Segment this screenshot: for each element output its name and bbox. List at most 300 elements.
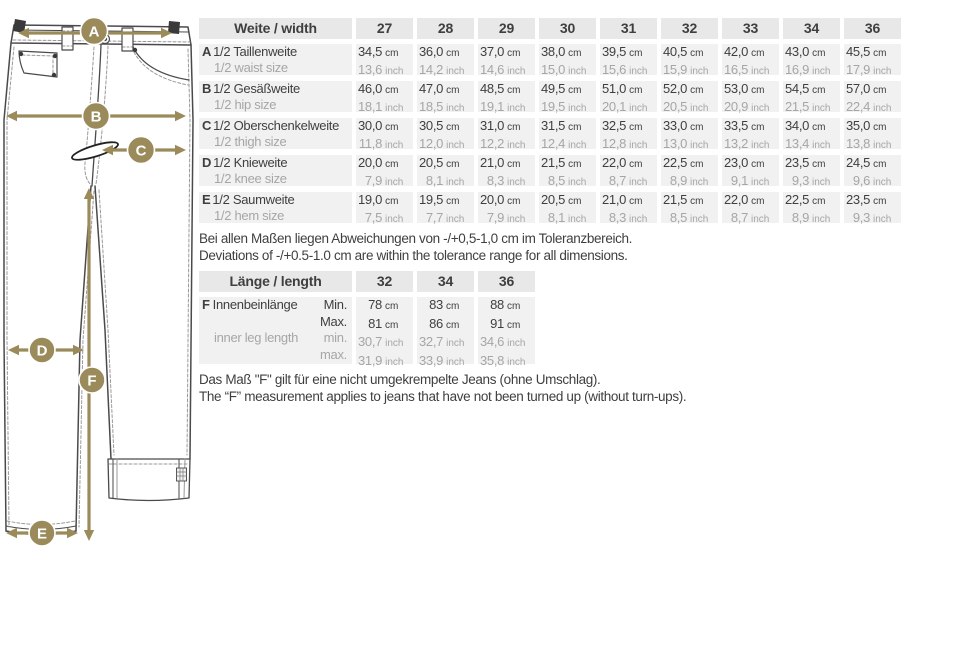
size-cell-cm-value: 47,0 bbox=[419, 81, 444, 96]
size-cell-inch bbox=[356, 136, 413, 154]
size-cell-cm-unit: cm bbox=[873, 159, 887, 170]
size-cell-cm bbox=[539, 81, 596, 99]
size-cell bbox=[417, 81, 474, 112]
size-cell-inch-unit: inch bbox=[690, 140, 709, 151]
size-cell-inch bbox=[783, 62, 840, 80]
size-cell-cm-value: 23,0 bbox=[724, 155, 749, 170]
width-column-header: 32 bbox=[661, 18, 718, 39]
size-row-label-de: A 1/2 Taillenweite bbox=[202, 44, 297, 59]
length-cell-cm-unit: cm bbox=[446, 301, 460, 312]
size-cell-inch bbox=[783, 99, 840, 117]
size-cell bbox=[783, 192, 840, 223]
length-cell-inch-value: 33,9 bbox=[419, 352, 444, 368]
size-cell bbox=[722, 44, 779, 75]
size-cell-inch bbox=[783, 210, 840, 228]
size-cell-cm-value: 31,0 bbox=[480, 118, 505, 133]
size-cell-cm-value: 22,0 bbox=[602, 155, 627, 170]
size-row-label bbox=[199, 192, 352, 223]
length-cell-cm bbox=[417, 316, 474, 335]
size-cell-inch-value: 8,9 bbox=[791, 210, 809, 225]
size-cell-cm-unit: cm bbox=[873, 196, 887, 207]
size-cell-cm-unit: cm bbox=[873, 48, 887, 59]
size-cell-inch bbox=[417, 99, 474, 117]
size-cell-inch-unit: inch bbox=[873, 140, 892, 151]
size-cell-cm-unit: cm bbox=[568, 196, 582, 207]
size-cell-cm-value: 24,5 bbox=[846, 155, 871, 170]
size-row-c bbox=[199, 118, 905, 149]
size-cell-cm-unit: cm bbox=[751, 196, 765, 207]
size-cell-inch-value: 14,6 bbox=[480, 62, 505, 77]
length-sub-label: min. bbox=[323, 330, 347, 345]
size-cell-inch bbox=[356, 173, 413, 191]
tolerance-note-de: Bei allen Maßen liegen Abweichungen von -/+0,5-1,0 cm im Toleranzbereich. bbox=[199, 231, 633, 246]
size-cell-cm-unit: cm bbox=[446, 122, 460, 133]
size-cell-inch-unit: inch bbox=[385, 66, 404, 77]
size-row-label-de: E 1/2 Saumweite bbox=[202, 192, 295, 207]
size-cell-cm bbox=[478, 192, 535, 210]
size-cell bbox=[478, 192, 535, 223]
size-cell-cm-value: 46,0 bbox=[358, 81, 383, 96]
size-cell-inch bbox=[844, 173, 901, 191]
size-cell-inch-value: 7,9 bbox=[364, 173, 382, 188]
size-cell-cm bbox=[661, 81, 718, 99]
size-row-label bbox=[199, 118, 352, 149]
size-cell-inch bbox=[661, 99, 718, 117]
size-cell-inch-unit: inch bbox=[507, 177, 526, 188]
length-row-letter: F bbox=[202, 297, 210, 312]
size-cell-inch-value: 12,8 bbox=[602, 136, 627, 151]
length-label-line bbox=[199, 347, 352, 364]
size-cell-inch-value: 8,3 bbox=[608, 210, 626, 225]
size-cell-cm bbox=[661, 192, 718, 210]
length-size-table bbox=[199, 271, 905, 368]
size-cell bbox=[539, 155, 596, 186]
size-cell-cm bbox=[539, 192, 596, 210]
size-cell-inch bbox=[539, 62, 596, 80]
size-cell-cm bbox=[417, 44, 474, 62]
size-cell-inch-value: 13,0 bbox=[663, 136, 688, 151]
size-cell-inch bbox=[356, 210, 413, 228]
size-cell-cm-unit: cm bbox=[446, 159, 460, 170]
size-cell-cm-unit: cm bbox=[629, 85, 643, 96]
size-cell bbox=[783, 81, 840, 112]
size-row-label-en: 1/2 waist size bbox=[214, 60, 288, 75]
size-cell-cm-value: 40,5 bbox=[663, 44, 688, 59]
marker-f-label: F bbox=[87, 372, 97, 390]
length-cell-inch-value: 32,7 bbox=[419, 334, 444, 349]
size-cell-cm-value: 45,5 bbox=[846, 44, 871, 59]
size-cell-inch-value: 20,1 bbox=[602, 99, 627, 114]
length-cell-cm-value: 91 bbox=[490, 315, 504, 331]
size-cell-cm-value: 33,5 bbox=[724, 118, 749, 133]
size-cell-inch-value: 8,1 bbox=[547, 210, 565, 225]
size-row-label bbox=[199, 155, 352, 186]
length-cell-inch bbox=[478, 334, 535, 353]
size-cell-cm bbox=[783, 155, 840, 173]
size-cell-cm-value: 57,0 bbox=[846, 81, 871, 96]
size-cell-cm bbox=[844, 118, 901, 136]
size-cell-cm bbox=[417, 118, 474, 136]
size-cell-inch-unit: inch bbox=[568, 177, 587, 188]
size-cell bbox=[844, 155, 901, 186]
size-cell bbox=[539, 44, 596, 75]
size-cell-cm-unit: cm bbox=[385, 85, 399, 96]
size-cell-cm bbox=[722, 44, 779, 62]
size-cell bbox=[478, 81, 535, 112]
length-cell-cm-unit: cm bbox=[507, 301, 521, 312]
size-cell-inch-value: 15,6 bbox=[602, 62, 627, 77]
size-cell-cm-unit: cm bbox=[507, 122, 521, 133]
size-cell bbox=[356, 155, 413, 186]
size-cell-inch-value: 8,9 bbox=[669, 173, 687, 188]
size-cell-inch bbox=[844, 210, 901, 228]
marker-d-label: D bbox=[36, 342, 48, 360]
size-cell-cm bbox=[539, 44, 596, 62]
size-cell-inch bbox=[661, 173, 718, 191]
size-cell-cm-unit: cm bbox=[446, 85, 460, 96]
length-column-header: 36 bbox=[478, 271, 535, 292]
size-cell bbox=[661, 118, 718, 149]
size-cell-cm bbox=[539, 118, 596, 136]
length-cell-inch-unit: inch bbox=[385, 338, 404, 349]
size-cell-inch bbox=[844, 62, 901, 80]
size-cell bbox=[356, 118, 413, 149]
size-cell-inch-unit: inch bbox=[812, 103, 831, 114]
length-column-header: 32 bbox=[356, 271, 413, 292]
size-cell-cm-value: 35,0 bbox=[846, 118, 871, 133]
size-cell-inch bbox=[478, 173, 535, 191]
size-cell-inch-value: 8,1 bbox=[425, 173, 443, 188]
size-row-label-de: C 1/2 Oberschenkelweite bbox=[202, 118, 340, 133]
length-column-header: 34 bbox=[417, 271, 474, 292]
size-cell-inch-unit: inch bbox=[751, 103, 770, 114]
size-cell-inch-unit: inch bbox=[568, 214, 587, 225]
size-cell-cm-unit: cm bbox=[690, 48, 704, 59]
size-cell bbox=[661, 44, 718, 75]
size-cell-cm-value: 22,0 bbox=[724, 192, 749, 207]
length-table-header-label: Länge / length bbox=[199, 271, 352, 292]
size-cell-inch bbox=[600, 173, 657, 191]
size-cell-cm bbox=[783, 44, 840, 62]
size-cell-inch bbox=[539, 173, 596, 191]
size-cell-inch-value: 13,8 bbox=[846, 136, 871, 151]
size-cell-inch-unit: inch bbox=[873, 177, 892, 188]
size-cell bbox=[600, 118, 657, 149]
size-cell bbox=[844, 44, 901, 75]
size-cell-inch-unit: inch bbox=[385, 140, 404, 151]
size-cell bbox=[600, 44, 657, 75]
size-cell-cm-value: 23,5 bbox=[785, 155, 810, 170]
size-row-letter: D bbox=[202, 155, 212, 170]
size-cell-inch-unit: inch bbox=[629, 103, 648, 114]
size-cell-inch-value: 9,6 bbox=[852, 173, 870, 188]
size-cell-inch-unit: inch bbox=[812, 214, 831, 225]
size-cell-cm-value: 34,5 bbox=[358, 44, 383, 59]
size-cell-cm bbox=[722, 155, 779, 173]
size-chart-content bbox=[199, 18, 905, 412]
width-table-header-label: Weite / width bbox=[199, 18, 352, 39]
size-cell-inch bbox=[600, 99, 657, 117]
size-cell-inch bbox=[356, 99, 413, 117]
size-cell-cm bbox=[722, 81, 779, 99]
marker-a-label: A bbox=[88, 23, 100, 41]
size-row-b bbox=[199, 81, 905, 112]
size-cell-inch bbox=[539, 210, 596, 228]
size-cell-cm-unit: cm bbox=[507, 48, 521, 59]
size-cell-inch-unit: inch bbox=[812, 66, 831, 77]
size-cell-inch-unit: inch bbox=[507, 214, 526, 225]
jeans-technical-drawing bbox=[0, 0, 198, 555]
size-cell-cm bbox=[661, 155, 718, 173]
size-cell-cm bbox=[661, 44, 718, 62]
tolerance-note bbox=[199, 230, 905, 264]
size-cell-cm-value: 19,0 bbox=[358, 192, 383, 207]
size-cell bbox=[783, 118, 840, 149]
size-cell-cm-value: 30,0 bbox=[358, 118, 383, 133]
size-cell-cm-unit: cm bbox=[385, 196, 399, 207]
size-cell-cm-value: 49,5 bbox=[541, 81, 566, 96]
size-cell-inch-value: 13,2 bbox=[724, 136, 749, 151]
size-cell-cm bbox=[417, 81, 474, 99]
length-cell-inch bbox=[417, 334, 474, 353]
size-cell-inch-value: 9,3 bbox=[791, 173, 809, 188]
size-cell-inch-value: 12,0 bbox=[419, 136, 444, 151]
size-cell-inch-value: 13,4 bbox=[785, 136, 810, 151]
size-cell-inch-value: 8,5 bbox=[669, 210, 687, 225]
size-cell-cm-unit: cm bbox=[690, 122, 704, 133]
size-cell-inch bbox=[661, 210, 718, 228]
size-cell-cm-unit: cm bbox=[751, 159, 765, 170]
size-cell-cm-value: 21,0 bbox=[480, 155, 505, 170]
size-cell-inch bbox=[539, 99, 596, 117]
length-cell-cm bbox=[356, 316, 413, 335]
size-cell bbox=[539, 81, 596, 112]
size-cell-cm-unit: cm bbox=[873, 122, 887, 133]
size-cell-cm-unit: cm bbox=[812, 85, 826, 96]
size-cell-cm-unit: cm bbox=[568, 159, 582, 170]
size-cell-cm-unit: cm bbox=[751, 122, 765, 133]
size-row-label-en: 1/2 thigh size bbox=[214, 134, 287, 149]
size-cell-inch-unit: inch bbox=[812, 140, 831, 151]
length-cell-cm-value: 83 bbox=[429, 297, 443, 312]
size-cell-inch-value: 20,5 bbox=[663, 99, 688, 114]
length-cell-inch-value: 30,7 bbox=[358, 334, 383, 349]
size-cell-inch-value: 16,9 bbox=[785, 62, 810, 77]
size-cell-inch bbox=[783, 173, 840, 191]
width-column-header: 27 bbox=[356, 18, 413, 39]
size-cell bbox=[722, 192, 779, 223]
length-cell-cm-value: 86 bbox=[429, 315, 443, 331]
f-note-de: Das Maß "F" gilt für eine nicht umgekrempelte Jeans (ohne Umschlag). bbox=[199, 372, 601, 387]
length-sub-label: max. bbox=[320, 346, 347, 362]
size-cell bbox=[661, 192, 718, 223]
size-cell-cm-unit: cm bbox=[385, 48, 399, 59]
length-cell-inch bbox=[356, 353, 413, 372]
size-cell-inch bbox=[478, 99, 535, 117]
size-row-label-de: D 1/2 Knieweite bbox=[202, 155, 288, 170]
size-cell-cm bbox=[478, 118, 535, 136]
size-cell-cm bbox=[478, 44, 535, 62]
size-cell-inch bbox=[356, 62, 413, 80]
size-cell-cm-value: 39,5 bbox=[602, 44, 627, 59]
size-cell-cm-value: 22,5 bbox=[785, 192, 810, 207]
size-cell-inch-unit: inch bbox=[629, 140, 648, 151]
size-cell-inch bbox=[600, 136, 657, 154]
size-row-label-de: B 1/2 Gesäßweite bbox=[202, 81, 300, 96]
size-cell-cm bbox=[844, 44, 901, 62]
size-cell-inch bbox=[661, 136, 718, 154]
length-cell-cm bbox=[478, 316, 535, 335]
length-cell bbox=[478, 297, 535, 368]
size-cell-cm bbox=[356, 81, 413, 99]
size-cell-inch-unit: inch bbox=[446, 66, 465, 77]
size-cell-cm-unit: cm bbox=[568, 85, 582, 96]
size-cell-cm bbox=[600, 155, 657, 173]
width-column-header: 31 bbox=[600, 18, 657, 39]
length-cell-inch-value: 35,8 bbox=[480, 352, 505, 368]
size-cell bbox=[722, 81, 779, 112]
size-cell-inch-value: 19,5 bbox=[541, 99, 566, 114]
length-sub-label: Min. bbox=[323, 297, 347, 312]
size-cell-inch-unit: inch bbox=[568, 103, 587, 114]
size-row-label bbox=[199, 44, 352, 75]
size-cell-cm-unit: cm bbox=[690, 85, 704, 96]
size-cell-inch-value: 15,9 bbox=[663, 62, 688, 77]
length-label-text: inner leg length bbox=[214, 330, 299, 345]
size-cell-inch-unit: inch bbox=[446, 214, 465, 225]
size-cell-inch-unit: inch bbox=[385, 103, 404, 114]
width-column-header: 30 bbox=[539, 18, 596, 39]
size-cell-cm bbox=[478, 81, 535, 99]
size-cell-cm bbox=[783, 118, 840, 136]
size-cell bbox=[417, 44, 474, 75]
size-cell-cm-value: 20,0 bbox=[358, 155, 383, 170]
size-cell-inch-unit: inch bbox=[690, 103, 709, 114]
size-cell-inch-unit: inch bbox=[751, 66, 770, 77]
size-cell-cm bbox=[356, 118, 413, 136]
size-cell-cm-value: 52,0 bbox=[663, 81, 688, 96]
size-cell-cm bbox=[417, 192, 474, 210]
length-cell bbox=[356, 297, 413, 368]
size-cell-cm-value: 36,0 bbox=[419, 44, 444, 59]
length-cell-inch bbox=[478, 353, 535, 372]
size-cell-cm bbox=[356, 44, 413, 62]
size-row-a bbox=[199, 44, 905, 75]
size-row-label-en: 1/2 knee size bbox=[214, 171, 287, 186]
size-cell bbox=[417, 155, 474, 186]
size-cell-inch bbox=[539, 136, 596, 154]
size-cell-inch-unit: inch bbox=[629, 177, 648, 188]
size-cell-cm-value: 19,5 bbox=[419, 192, 444, 207]
length-table-body bbox=[199, 297, 905, 368]
size-cell-inch bbox=[722, 173, 779, 191]
length-cell-inch bbox=[356, 334, 413, 353]
size-cell-inch-value: 21,5 bbox=[785, 99, 810, 114]
size-cell-inch-unit: inch bbox=[507, 66, 526, 77]
size-cell-inch-value: 20,9 bbox=[724, 99, 749, 114]
size-cell-cm-unit: cm bbox=[385, 122, 399, 133]
length-cell bbox=[417, 297, 474, 368]
size-cell-inch-unit: inch bbox=[507, 140, 526, 151]
size-cell-inch-value: 11,8 bbox=[358, 136, 382, 151]
size-row-label bbox=[199, 81, 352, 112]
width-column-header: 29 bbox=[478, 18, 535, 39]
length-label-line bbox=[199, 297, 352, 314]
size-cell-inch bbox=[478, 210, 535, 228]
size-cell-cm-unit: cm bbox=[446, 196, 460, 207]
size-cell-cm-value: 21,0 bbox=[602, 192, 627, 207]
size-row-d bbox=[199, 155, 905, 186]
marker-b-label: B bbox=[90, 108, 102, 126]
length-cell-cm-value: 78 bbox=[368, 297, 382, 312]
marker-c-label: C bbox=[135, 142, 147, 160]
size-cell-cm-value: 20,5 bbox=[541, 192, 566, 207]
size-cell-cm-value: 33,0 bbox=[663, 118, 688, 133]
length-cell-cm bbox=[417, 297, 474, 316]
length-cell-cm bbox=[478, 297, 535, 316]
size-cell-inch-unit: inch bbox=[812, 177, 831, 188]
size-cell-cm-value: 38,0 bbox=[541, 44, 566, 59]
size-cell bbox=[844, 118, 901, 149]
size-cell bbox=[600, 155, 657, 186]
size-cell-inch-value: 12,4 bbox=[541, 136, 566, 151]
size-cell-cm-value: 21,5 bbox=[541, 155, 566, 170]
width-table-header-row bbox=[199, 18, 905, 39]
size-cell-inch-value: 8,7 bbox=[730, 210, 748, 225]
size-cell-inch-unit: inch bbox=[507, 103, 526, 114]
size-cell-inch-value: 22,4 bbox=[846, 99, 871, 114]
width-column-header: 34 bbox=[783, 18, 840, 39]
size-row-label-en: 1/2 hip size bbox=[214, 97, 277, 112]
f-measurement-note bbox=[199, 371, 905, 405]
length-table-header-row bbox=[199, 271, 905, 292]
size-cell-cm-value: 23,5 bbox=[846, 192, 871, 207]
size-cell bbox=[417, 118, 474, 149]
size-cell bbox=[600, 81, 657, 112]
size-cell-cm-unit: cm bbox=[690, 196, 704, 207]
size-cell-inch-value: 15,0 bbox=[541, 62, 566, 77]
size-cell-inch bbox=[722, 210, 779, 228]
size-cell-cm-unit: cm bbox=[629, 159, 643, 170]
size-cell-cm-unit: cm bbox=[812, 159, 826, 170]
size-cell-inch-unit: inch bbox=[568, 66, 587, 77]
size-cell-inch-value: 8,3 bbox=[486, 173, 504, 188]
length-cell-inch-unit: inch bbox=[385, 356, 404, 368]
size-cell-cm-unit: cm bbox=[751, 48, 765, 59]
length-cell-inch-value: 31,9 bbox=[358, 352, 383, 368]
length-cell-inch-unit: inch bbox=[446, 356, 465, 368]
length-label-text: F Innenbeinlänge bbox=[202, 297, 298, 312]
size-cell-cm bbox=[478, 155, 535, 173]
size-cell-cm bbox=[539, 155, 596, 173]
width-column-header: 36 bbox=[844, 18, 901, 39]
size-cell-cm bbox=[600, 44, 657, 62]
size-cell-inch-value: 14,2 bbox=[419, 62, 444, 77]
length-cell-cm-unit: cm bbox=[385, 301, 399, 312]
width-column-header: 28 bbox=[417, 18, 474, 39]
size-cell-cm-value: 32,5 bbox=[602, 118, 627, 133]
length-label-line bbox=[199, 330, 352, 347]
length-cell-inch-value: 34,6 bbox=[480, 334, 505, 349]
size-cell bbox=[600, 192, 657, 223]
size-row-letter: C bbox=[202, 118, 212, 133]
size-cell-inch bbox=[722, 62, 779, 80]
size-cell-cm bbox=[661, 118, 718, 136]
size-cell-cm-unit: cm bbox=[629, 196, 643, 207]
size-cell-cm bbox=[722, 192, 779, 210]
size-cell-inch-unit: inch bbox=[873, 66, 892, 77]
size-cell-cm-unit: cm bbox=[507, 85, 521, 96]
